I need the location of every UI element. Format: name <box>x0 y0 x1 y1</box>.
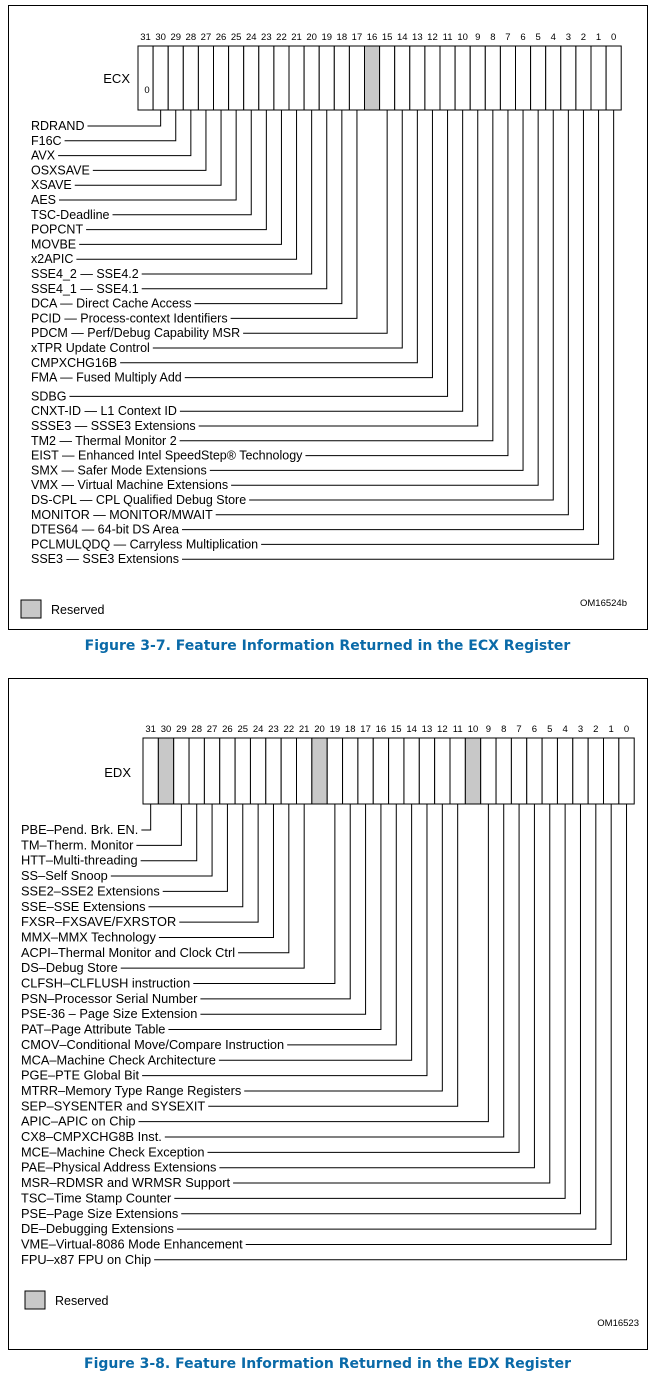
feature-label: SSE–SSE Extensions <box>21 898 146 914</box>
bit-cell-15 <box>380 46 395 110</box>
bit-number-6: 6 <box>520 32 526 43</box>
leader-line-bit-13 <box>142 804 427 1076</box>
feature-label: MTRR–Memory Type Range Registers <box>21 1082 242 1098</box>
bit-cell-26 <box>220 738 235 804</box>
bit-cell-18 <box>343 738 358 804</box>
bit-cell-2 <box>588 738 603 804</box>
feature-label: FMA — Fused Multiply Add <box>31 370 182 385</box>
feature-label: PAE–Physical Address Extensions <box>21 1159 217 1175</box>
bit-cell-19 <box>327 738 342 804</box>
bit-cell-31 <box>143 738 158 804</box>
feature-label: CX8–CMPXCHG8B Inst. <box>21 1129 162 1144</box>
bit-number-30: 30 <box>155 32 166 43</box>
bit-number-20: 20 <box>314 724 325 735</box>
leader-line-bit-27 <box>93 110 206 170</box>
reserved-bit-cell-16 <box>365 46 380 110</box>
bit-number-21: 21 <box>298 724 310 735</box>
bit-number-24: 24 <box>245 32 257 43</box>
leader-line-bit-0 <box>154 804 626 1260</box>
leader-line-bit-14 <box>219 804 412 1060</box>
bit-cell-29 <box>168 46 183 110</box>
leader-line-bit-5 <box>233 804 550 1183</box>
leader-line-bit-6 <box>219 804 534 1168</box>
bit-cell-29 <box>174 738 189 804</box>
feature-label: PSN–Processor Serial Number <box>21 990 198 1006</box>
feature-label: DTES64 — 64-bit DS Area <box>31 522 179 537</box>
bit-cell-18 <box>334 46 349 110</box>
bit-cell-12 <box>425 46 440 110</box>
bit-cell-19 <box>319 46 334 110</box>
bit-cell-27 <box>198 46 213 110</box>
leader-line-bit-26 <box>75 110 221 185</box>
bit-number-8: 8 <box>501 724 507 735</box>
bit-number-19: 19 <box>329 724 341 735</box>
feature-label: F16C <box>31 133 62 148</box>
bit-cell-5 <box>531 46 546 110</box>
leader-line-bit-15 <box>243 110 387 333</box>
bit-cell-25 <box>235 738 250 804</box>
feature-label: TSC-Deadline <box>31 207 110 222</box>
bit-cell-13 <box>410 46 425 110</box>
feature-label: PSE–Page Size Extensions <box>21 1205 179 1221</box>
feature-label: APIC–APIC on Chip <box>21 1113 136 1129</box>
bit-number-27: 27 <box>206 724 218 735</box>
bit-number-28: 28 <box>191 724 203 735</box>
bit-number-27: 27 <box>200 32 212 43</box>
reserved-legend-label: Reserved <box>51 603 105 617</box>
bit-cell-21 <box>289 46 304 110</box>
bit-cell-14 <box>395 46 410 110</box>
bit-cell-11 <box>440 46 455 110</box>
bit-cell-6 <box>516 46 531 110</box>
feature-label: x2APIC <box>31 252 74 267</box>
leader-line-bit-4 <box>174 804 565 1198</box>
bit-number-6: 6 <box>531 724 538 735</box>
figure-reference-id: OM16523 <box>597 1318 639 1329</box>
feature-label: SEP–SYSENTER and SYSEXIT <box>21 1098 206 1114</box>
reserved-bit-cell-10 <box>465 738 480 804</box>
bit-cell-31 <box>138 46 153 110</box>
feature-label: EIST — Enhanced Intel SpeedStep® Technology <box>31 448 303 463</box>
feature-label: MOVBE <box>31 237 77 252</box>
bit-number-3: 3 <box>577 724 584 735</box>
feature-label: MCA–Machine Check Architecture <box>21 1052 216 1068</box>
bit-number-4: 4 <box>550 32 556 43</box>
bit-cell-7 <box>511 738 526 804</box>
bit-cell-3 <box>561 46 576 110</box>
leader-line-bit-30 <box>87 110 160 126</box>
bit-cell-8 <box>496 738 511 804</box>
bit-number-8: 8 <box>490 32 496 43</box>
ecx-bit30-value: 0 <box>144 85 150 96</box>
bit-number-9: 9 <box>485 724 492 735</box>
ecx-diagram <box>9 6 647 629</box>
bit-number-12: 12 <box>437 724 448 735</box>
bit-cell-1 <box>604 738 619 804</box>
leader-line-bit-19 <box>142 110 327 289</box>
feature-label: HTT–Multi-threading <box>21 852 138 868</box>
feature-label: TSC–Time Stamp Counter <box>21 1190 172 1206</box>
feature-label: DE–Debugging Extensions <box>21 1221 174 1237</box>
feature-label: OSXSAVE <box>31 163 90 178</box>
leader-line-bit-26 <box>163 804 228 891</box>
bit-cell-3 <box>573 738 588 804</box>
feature-label: DS–Debug Store <box>21 960 118 976</box>
feature-label: RDRAND <box>31 119 85 133</box>
bit-cell-17 <box>358 738 373 804</box>
feature-label: FPU–x87 FPU on Chip <box>21 1251 152 1267</box>
leader-line-bit-7 <box>208 804 520 1152</box>
edx-figure-panel <box>8 678 648 1350</box>
bit-cell-0 <box>606 46 621 110</box>
feature-label: PGE–PTE Global Bit <box>21 1067 140 1083</box>
leader-line-bit-18 <box>194 110 341 304</box>
bit-number-30: 30 <box>160 724 172 735</box>
bit-cell-24 <box>250 738 265 804</box>
feature-label: TM2 — Thermal Monitor 2 <box>31 433 177 448</box>
bit-number-0: 0 <box>611 32 617 43</box>
leader-line-bit-20 <box>142 110 312 274</box>
bit-cell-7 <box>500 46 515 110</box>
bit-number-5: 5 <box>535 32 541 43</box>
bit-cell-12 <box>435 738 450 804</box>
bit-number-3: 3 <box>565 32 571 43</box>
feature-label: SDBG <box>31 389 67 404</box>
leader-line-bit-31 <box>141 804 150 830</box>
bit-cell-22 <box>281 738 296 804</box>
feature-label: PDCM — Perf/Debug Capability MSR <box>31 326 241 341</box>
bit-number-25: 25 <box>230 32 242 43</box>
bit-cell-11 <box>450 738 465 804</box>
feature-label: POPCNT <box>31 222 84 237</box>
bit-cell-27 <box>204 738 219 804</box>
leader-line-bit-6 <box>210 110 523 470</box>
leader-line-bit-1 <box>246 804 611 1244</box>
bit-cell-0 <box>619 738 634 804</box>
bit-number-17: 17 <box>360 724 371 735</box>
bit-cell-25 <box>229 46 244 110</box>
bit-number-7: 7 <box>505 32 511 43</box>
bit-cell-4 <box>557 738 572 804</box>
reserved-legend-swatch <box>21 600 41 618</box>
feature-label: MCE–Machine Check Exception <box>21 1144 205 1160</box>
bit-number-17: 17 <box>351 32 363 43</box>
reserved-legend-swatch <box>25 1291 45 1309</box>
feature-label: SSE2–SSE2 Extensions <box>21 883 160 899</box>
bit-number-7: 7 <box>516 724 522 735</box>
bit-number-14: 14 <box>406 724 417 735</box>
bit-cell-14 <box>404 738 419 804</box>
bit-number-25: 25 <box>237 724 249 735</box>
leader-line-bit-0 <box>182 110 614 559</box>
figure-reference-id: OM16524b <box>579 598 627 609</box>
feature-label: SS–Self Snoop <box>21 868 108 884</box>
bit-number-31: 31 <box>145 724 156 735</box>
bit-number-18: 18 <box>336 32 348 43</box>
bit-cell-9 <box>470 46 485 110</box>
bit-number-14: 14 <box>396 32 408 43</box>
feature-label: MONITOR — MONITOR/MWAIT <box>31 507 213 522</box>
bit-number-26: 26 <box>222 724 233 735</box>
feature-label: MMX–MMX Technology <box>21 929 156 945</box>
feature-label: PAT–Page Attribute Table <box>21 1021 166 1037</box>
feature-label: MSR–RDMSR and WRMSR Support <box>21 1175 231 1191</box>
bit-cell-20 <box>304 46 319 110</box>
feature-label: AVX <box>31 148 56 163</box>
bit-cell-2 <box>576 46 591 110</box>
ecx-figure-panel <box>8 5 648 630</box>
bit-number-19: 19 <box>321 32 333 43</box>
bit-number-1: 1 <box>595 32 602 43</box>
feature-label: PCLMULQDQ — Carryless Multiplication <box>31 537 259 552</box>
bit-number-31: 31 <box>140 32 151 43</box>
bit-number-21: 21 <box>291 32 302 43</box>
leader-line-bit-2 <box>177 804 596 1229</box>
bit-number-13: 13 <box>412 32 423 43</box>
feature-label: CLFSH–CLFLUSH instruction <box>21 975 191 991</box>
bit-cell-13 <box>419 738 434 804</box>
leader-line-bit-16 <box>168 804 381 1030</box>
leader-line-bit-29 <box>136 804 181 845</box>
bit-number-2: 2 <box>593 724 599 735</box>
bit-cell-23 <box>266 738 281 804</box>
feature-label: SSE4_1 — SSE4.1 <box>31 281 139 296</box>
feature-label: DCA — Direct Cache Access <box>31 296 192 311</box>
feature-label: VME–Virtual-8086 Mode Enhancement <box>21 1236 243 1252</box>
bit-number-4: 4 <box>562 724 568 735</box>
leader-line-bit-28 <box>141 804 197 861</box>
bit-number-13: 13 <box>421 724 433 735</box>
bit-cell-4 <box>546 46 561 110</box>
bit-number-23: 23 <box>261 32 272 43</box>
feature-label: CMOV–Conditional Move/Compare Instruction <box>21 1036 285 1052</box>
bit-number-5: 5 <box>547 724 553 735</box>
bit-number-22: 22 <box>276 32 287 43</box>
reserved-legend-label: Reserved <box>55 1294 109 1308</box>
bit-number-9: 9 <box>475 32 481 43</box>
bit-number-29: 29 <box>170 32 182 43</box>
feature-label: CNXT-ID — L1 Context ID <box>31 404 177 419</box>
feature-label: SSE3 — SSE3 Extensions <box>31 552 179 567</box>
feature-label: XSAVE <box>31 178 72 193</box>
bit-cell-10 <box>455 46 470 110</box>
bit-number-26: 26 <box>215 32 227 43</box>
bit-cell-8 <box>485 46 500 110</box>
leader-line-bit-10 <box>180 110 463 411</box>
leader-line-bit-24 <box>179 804 258 922</box>
bit-number-12: 12 <box>427 32 438 43</box>
feature-label: PSE-36 – Page Size Extension <box>21 1006 198 1022</box>
register-name: ECX <box>103 71 130 86</box>
bit-number-11: 11 <box>452 724 463 735</box>
bit-cell-1 <box>591 46 606 110</box>
leader-line-bit-17 <box>200 804 365 1014</box>
edx-diagram <box>9 679 647 1349</box>
bit-number-20: 20 <box>306 32 317 43</box>
bit-cell-30 <box>153 46 168 110</box>
feature-label: SSE4_2 — SSE4.2 <box>31 267 139 281</box>
bit-number-15: 15 <box>381 32 393 43</box>
bit-cell-22 <box>274 46 289 110</box>
bit-number-10: 10 <box>467 724 479 735</box>
feature-label: AES <box>31 193 57 207</box>
feature-label: PBE–Pend. Brk. EN. <box>21 822 139 837</box>
leader-line-bit-22 <box>238 804 289 953</box>
feature-label: FXSR–FXSAVE/FXRSTOR <box>21 914 177 930</box>
bit-number-1: 1 <box>608 724 614 735</box>
feature-label: CMPXCHG16B <box>31 355 118 370</box>
bit-number-28: 28 <box>185 32 197 43</box>
leader-line-bit-21 <box>76 110 296 259</box>
bit-number-18: 18 <box>344 724 356 735</box>
feature-label: ACPI–Thermal Monitor and Clock Ctrl <box>21 944 236 960</box>
bit-cell-24 <box>244 46 259 110</box>
bit-number-11: 11 <box>442 32 453 43</box>
bit-cell-23 <box>259 46 274 110</box>
bit-number-29: 29 <box>176 724 187 735</box>
bit-number-22: 22 <box>283 724 295 735</box>
bit-cell-6 <box>527 738 542 804</box>
leader-line-bit-9 <box>199 110 478 426</box>
register-name: EDX <box>104 765 131 780</box>
bit-cell-5 <box>542 738 557 804</box>
bit-number-24: 24 <box>252 724 264 735</box>
bit-number-0: 0 <box>623 724 630 735</box>
leader-line-bit-9 <box>139 804 489 1122</box>
bit-cell-16 <box>373 738 388 804</box>
bit-cell-28 <box>183 46 198 110</box>
reserved-bit-cell-20 <box>312 738 327 804</box>
leader-line-bit-5 <box>231 110 538 485</box>
bit-number-16: 16 <box>366 32 378 43</box>
leader-line-bit-15 <box>287 804 396 1045</box>
reserved-bit-cell-30 <box>158 738 173 804</box>
bit-number-16: 16 <box>375 724 387 735</box>
bit-cell-9 <box>481 738 496 804</box>
bit-number-15: 15 <box>390 724 402 735</box>
bit-number-10: 10 <box>457 32 468 43</box>
feature-label: TM–Therm. Monitor <box>21 837 134 853</box>
feature-label: xTPR Update Control <box>31 341 150 355</box>
leader-line-bit-17 <box>231 110 357 318</box>
feature-label: VMX — Virtual Machine Extensions <box>31 478 229 493</box>
bit-cell-21 <box>297 738 312 804</box>
leader-line-bit-18 <box>200 804 350 999</box>
feature-label: SMX — Safer Mode Extensions <box>31 463 207 478</box>
bit-number-2: 2 <box>580 32 587 43</box>
ecx-caption: Figure 3-7. Feature Information Returned in the ECX Register <box>84 638 571 654</box>
leader-line-bit-8 <box>180 110 493 441</box>
feature-label: DS-CPL — CPL Qualified Debug Store <box>31 493 247 507</box>
bit-cell-17 <box>349 46 364 110</box>
edx-caption: Figure 3-8. Feature Information Returned in the EDX Register <box>84 1356 571 1372</box>
bit-number-23: 23 <box>268 724 279 735</box>
leader-line-bit-11 <box>208 804 457 1106</box>
bit-cell-26 <box>214 46 229 110</box>
bit-cell-28 <box>189 738 204 804</box>
feature-label: PCID — Process-context Identifiers <box>31 311 228 326</box>
leader-line-bit-25 <box>59 110 236 200</box>
bit-cell-15 <box>389 738 404 804</box>
feature-label: SSSE3 — SSSE3 Extensions <box>31 419 196 433</box>
